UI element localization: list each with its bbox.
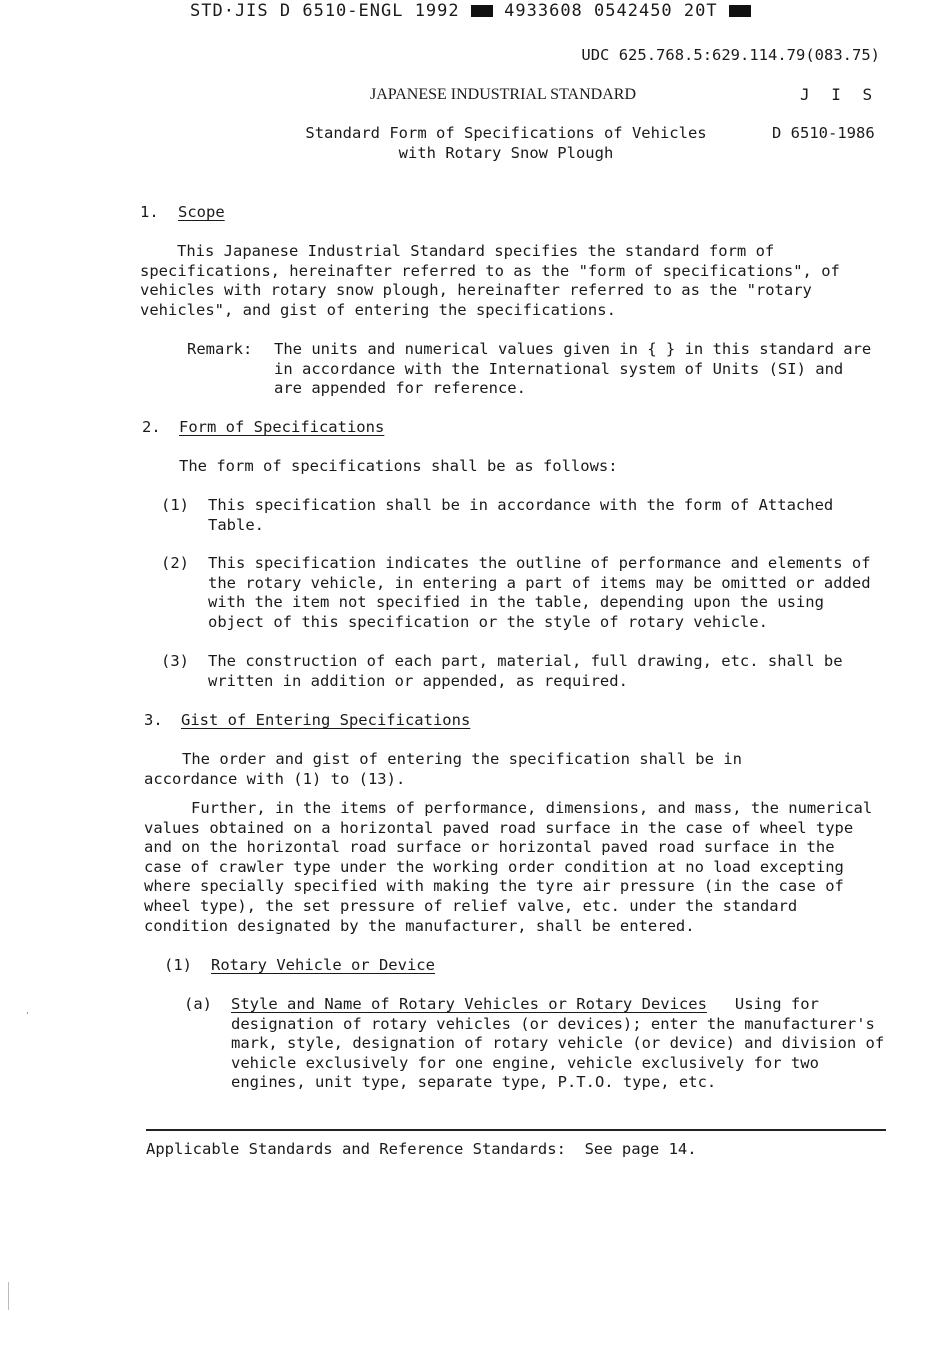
section-1-number: 1. [140,203,159,221]
section-3-number: 3. [144,711,163,729]
scan-speck [8,1282,9,1310]
list-item-number: (1) [161,496,189,514]
section-1-heading: Scope [178,203,225,221]
item-a-heading: Style and Name of Rotary Vehicles or Rotary Devices [231,995,707,1013]
footer-note: Applicable Standards and Reference Standards: See page 14. [146,1140,697,1158]
section-2-intro: The form of specifications shall be as follows: [179,457,618,475]
remark-text: The units and numerical values given in { } in this standard are in accordance with the International system of Units (SI) and are appended for reference. [274,340,872,398]
item-a-number: (a) [184,995,212,1013]
udc-code: UDC 625.768.5:629.114.79(083.75) [581,46,880,64]
section-2-number: 2. [142,418,161,436]
list-item-number: (3) [161,652,189,670]
section-2-heading: Form of Specifications [179,418,385,436]
subsection-number: (1) [164,956,192,974]
redaction-block [729,5,751,17]
list-item-number: (2) [161,554,189,572]
scan-speck [27,1012,28,1014]
item-a-paragraph [231,995,886,1093]
standard-code: D 6510-1986 [772,124,875,142]
subsection-heading: Rotary Vehicle or Device [211,956,435,974]
footer-divider [146,1129,886,1131]
document-title: Standard Form of Specifications of Vehicles with Rotary Snow Plough [305,124,707,162]
item-a-text: Using for designation of rotary vehicles (or devices); enter the manufacturer's mark, style, designation of rotary vehicle (or device) and division of vehicle exclusively for one engine, vehicle exclusively for two engines, unit type, separate type, P.T.O. type, etc. [231,995,885,1092]
list-item-text: This specification indicates the outline of performance and elements of the rotary vehicle, in entering a part of items may be omitted or added with the item not specified in the table, depending upon the using object of this specification or the style of rotary vehicle. [208,554,871,631]
stock-code-left: STD·JIS D 6510-ENGL 1992 [190,1,460,21]
section-3-paragraph-2: Further, in the items of performance, dimensions, and mass, the numerical values obtained on a horizontal paved road surface in the case of wheel type and on the horizontal road surface or horizontal paved road surface in the case of crawler type under the working order condition at no load excepting where specially specified with making the tyre air pressure (in the case of wheel type), the set pressure of relief valve, etc. under the standard condition designated by the manufacturer, shall be entered. [144,799,873,935]
stock-code-right: 4933608 0542450 20T [504,1,718,21]
section-1-body: This Japanese Industrial Standard specifies the standard form of specifications, hereinafter referred to as the "form of specifications", of vehicles with rotary snow plough, hereinafter referred to as the "rotary vehicles", and gist of entering the specifications. [140,242,840,319]
redaction-block [471,5,493,17]
list-item-text: This specification shall be in accordance with the form of Attached Table. [208,496,834,534]
section-3-paragraph-1: The order and gist of entering the specification shall be in accordance with (1) to (13). [144,750,742,788]
section-3-heading: Gist of Entering Specifications [181,711,471,729]
stock-code-header [190,2,751,22]
remark-label: Remark: [187,340,253,358]
standard-label: JAPANESE INDUSTRIAL STANDARD [370,86,636,103]
list-item-text: The construction of each part, material, full drawing, etc. shall be written in addition or appended, as required. [208,652,843,690]
jis-mark: J I S [800,85,879,104]
